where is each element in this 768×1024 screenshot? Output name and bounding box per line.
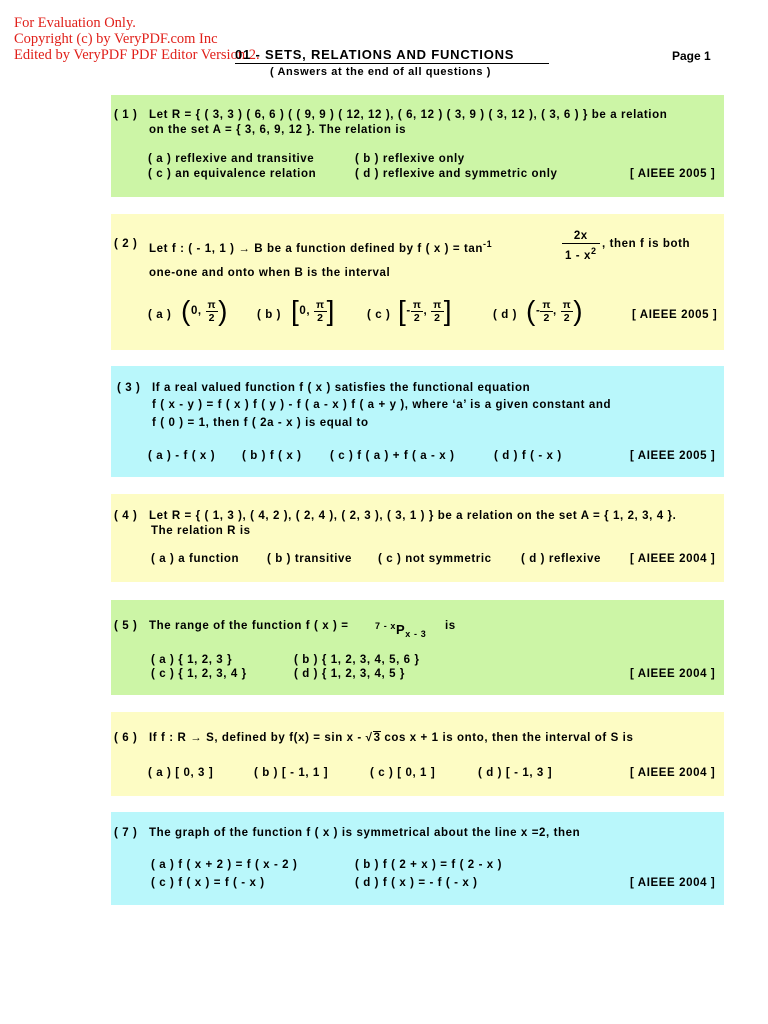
- question-6-exam-tag: [ AIEEE 2004 ]: [630, 767, 716, 779]
- question-6-option-a: ( a ) [ 0, 3 ]: [148, 767, 214, 779]
- question-7-option-a: ( a ) f ( x + 2 ) = f ( x - 2 ): [151, 859, 298, 871]
- question-6-box: [111, 712, 724, 796]
- question-7-box: [111, 812, 724, 905]
- question-6-text-line-1: [149, 731, 633, 746]
- question-6-number: ( 6 ): [114, 732, 138, 744]
- question-4-text-line-2: The relation R is: [151, 525, 251, 537]
- question-2-option-b-interval: [ 0, $\frac{\pi}{2}$ ]: [291, 295, 336, 326]
- question-2-fraction-den: 1 - x: [565, 249, 592, 262]
- question-7-exam-tag: [ AIEEE 2004 ]: [630, 877, 716, 889]
- question-7-number: ( 7 ): [114, 827, 138, 839]
- question-3-text-line-3: f ( 0 ) = 1, then f ( 2a - x ) is equal to: [152, 417, 369, 429]
- question-2-text-prefix: Let f : ( - 1, 1 ) → B be a function defined by f ( x ) = tan: [149, 242, 484, 255]
- question-5-permutation: [375, 619, 426, 642]
- question-2-fraction-den-sup: 2: [591, 246, 597, 256]
- question-5-number: ( 5 ): [114, 620, 138, 632]
- question-4-text-line-1: Let R = { ( 1, 3 ), ( 4, 2 ), ( 2, 4 ), ( 2, 3 ), ( 3, 1 ) } be a relation on the set A = { 1, 2, 3, 4 }.: [149, 510, 677, 522]
- question-2-text-suffix: , then f is both: [602, 238, 691, 250]
- question-3-number: ( 3 ): [117, 382, 141, 394]
- question-3-text-line-1: If a real valued function f ( x ) satisfies the functional equation: [152, 382, 531, 394]
- question-3-option-b: ( b ) f ( x ): [242, 450, 302, 462]
- question-2-option-d-label: ( d ): [493, 309, 518, 321]
- question-1-number: ( 1 ): [114, 109, 138, 121]
- watermark-line-3: Edited by VeryPDF PDF Editor Version 2.: [14, 47, 260, 63]
- question-4-option-c: ( c ) not symmetric: [378, 553, 492, 565]
- page-number: Page 1: [672, 49, 711, 63]
- question-1-option-c: ( c ) an equivalence relation: [148, 168, 317, 180]
- question-3-option-d: ( d ) f ( - x ): [494, 450, 562, 462]
- question-7-option-c: ( c ) f ( x ) = f ( - x ): [151, 877, 265, 889]
- question-4-exam-tag: [ AIEEE 2004 ]: [630, 553, 716, 565]
- question-1-option-b: ( b ) reflexive only: [355, 153, 465, 165]
- question-1-option-a: ( a ) reflexive and transitive: [148, 153, 315, 165]
- question-3-option-c: ( c ) f ( a ) + f ( a - x ): [330, 450, 455, 462]
- question-4-box: [111, 494, 724, 582]
- question-4-option-a: ( a ) a function: [151, 553, 240, 565]
- title-underline: [235, 63, 549, 64]
- question-3-option-a: ( a ) - f ( x ): [148, 450, 216, 462]
- question-5-option-d: ( d ) { 1, 2, 3, 4, 5 }: [294, 668, 405, 680]
- question-6-root-value: 3: [373, 732, 381, 744]
- question-1-text-line-1: Let R = { ( 3, 3 ) ( 6, 6 ) ( ( 9, 9 ) ( 12, 12 ), ( 6, 12 ) ( 3, 9 ) ( 3, 12 ), ( 3, 6 ) } be a relation: [149, 109, 668, 121]
- question-6-text-prefix: If f : R → S, defined by f(x) = sin x - √: [149, 732, 373, 744]
- question-7-option-b: ( b ) f ( 2 + x ) = f ( 2 - x ): [355, 859, 503, 871]
- question-6-option-c: ( c ) [ 0, 1 ]: [370, 767, 436, 779]
- question-2-option-c-interval: [ - $\frac{\pi}{2}$ , $\frac{\pi}{2}$ ]: [398, 295, 453, 326]
- question-1-exam-tag: [ AIEEE 2005 ]: [630, 168, 716, 180]
- question-5-option-a: ( a ) { 1, 2, 3 }: [151, 654, 233, 666]
- question-5-perm-sup: 7 - x: [375, 621, 397, 631]
- question-6-text-suffix: cos x + 1 is onto, then the interval of S is: [380, 732, 634, 744]
- question-5-option-b: ( b ) { 1, 2, 3, 4, 5, 6 }: [294, 654, 420, 666]
- question-2-fraction-num: 2x: [562, 229, 600, 244]
- question-2-option-b-label: ( b ): [257, 309, 282, 321]
- question-4-option-b: ( b ) transitive: [267, 553, 353, 565]
- question-5-perm-sub: x - 3: [405, 629, 427, 640]
- question-2-fraction: [562, 229, 600, 263]
- page-title: 01 - SETS, RELATIONS AND FUNCTIONS: [235, 47, 515, 62]
- question-5-option-c: ( c ) { 1, 2, 3, 4 }: [151, 668, 247, 680]
- question-2-inverse-sup: -1: [483, 239, 493, 249]
- question-5-text-suffix: is: [445, 620, 456, 632]
- question-5-perm-p: P: [396, 621, 406, 637]
- question-2-exam-tag: [ AIEEE 2005 ]: [632, 309, 718, 321]
- question-6-option-b: ( b ) [ - 1, 1 ]: [254, 767, 329, 779]
- question-4-option-d: ( d ) reflexive: [521, 553, 601, 565]
- question-3-exam-tag: [ AIEEE 2005 ]: [630, 450, 716, 462]
- question-5-text-prefix: The range of the function f ( x ) =: [149, 620, 349, 632]
- question-2-text-line-2: one-one and onto when B is the interval: [149, 267, 391, 279]
- question-5-exam-tag: [ AIEEE 2004 ]: [630, 668, 716, 680]
- question-7-option-d: ( d ) f ( x ) = - f ( - x ): [355, 877, 478, 889]
- question-3-text-line-2: f ( x - y ) = f ( x ) f ( y ) - f ( a - x ) f ( a + y ), where ‘a’ is a given constant and: [152, 399, 612, 411]
- question-2-number: ( 2 ): [114, 238, 138, 250]
- question-2-box: [111, 214, 724, 350]
- question-6-option-d: ( d ) [ - 1, 3 ]: [478, 767, 553, 779]
- question-2-option-a-interval: ( 0, $\frac{\pi}{2}$ ): [181, 295, 229, 326]
- watermark-line-2: Copyright (c) by VeryPDF.com Inc: [14, 31, 218, 47]
- question-2-option-c-label: ( c ): [367, 309, 391, 321]
- watermark-line-1: For Evaluation Only.: [14, 15, 136, 31]
- page-subtitle: ( Answers at the end of all questions ): [270, 66, 492, 78]
- question-1-box: [111, 95, 724, 197]
- question-4-number: ( 4 ): [114, 510, 138, 522]
- question-1-text-line-2: on the set A = { 3, 6, 9, 12 }. The relation is: [149, 124, 407, 136]
- question-3-box: [111, 366, 724, 477]
- question-2-option-d-interval: ( - $\frac{\pi}{2}$ , $\frac{\pi}{2}$ ): [526, 295, 584, 326]
- question-1-option-d: ( d ) reflexive and symmetric only: [355, 168, 558, 180]
- question-5-box: [111, 600, 724, 695]
- question-2-option-a-label: ( a ): [148, 309, 172, 321]
- question-2-text-line-1: [149, 237, 492, 257]
- question-7-text-line-1: The graph of the function f ( x ) is symmetrical about the line x =2, then: [149, 827, 581, 839]
